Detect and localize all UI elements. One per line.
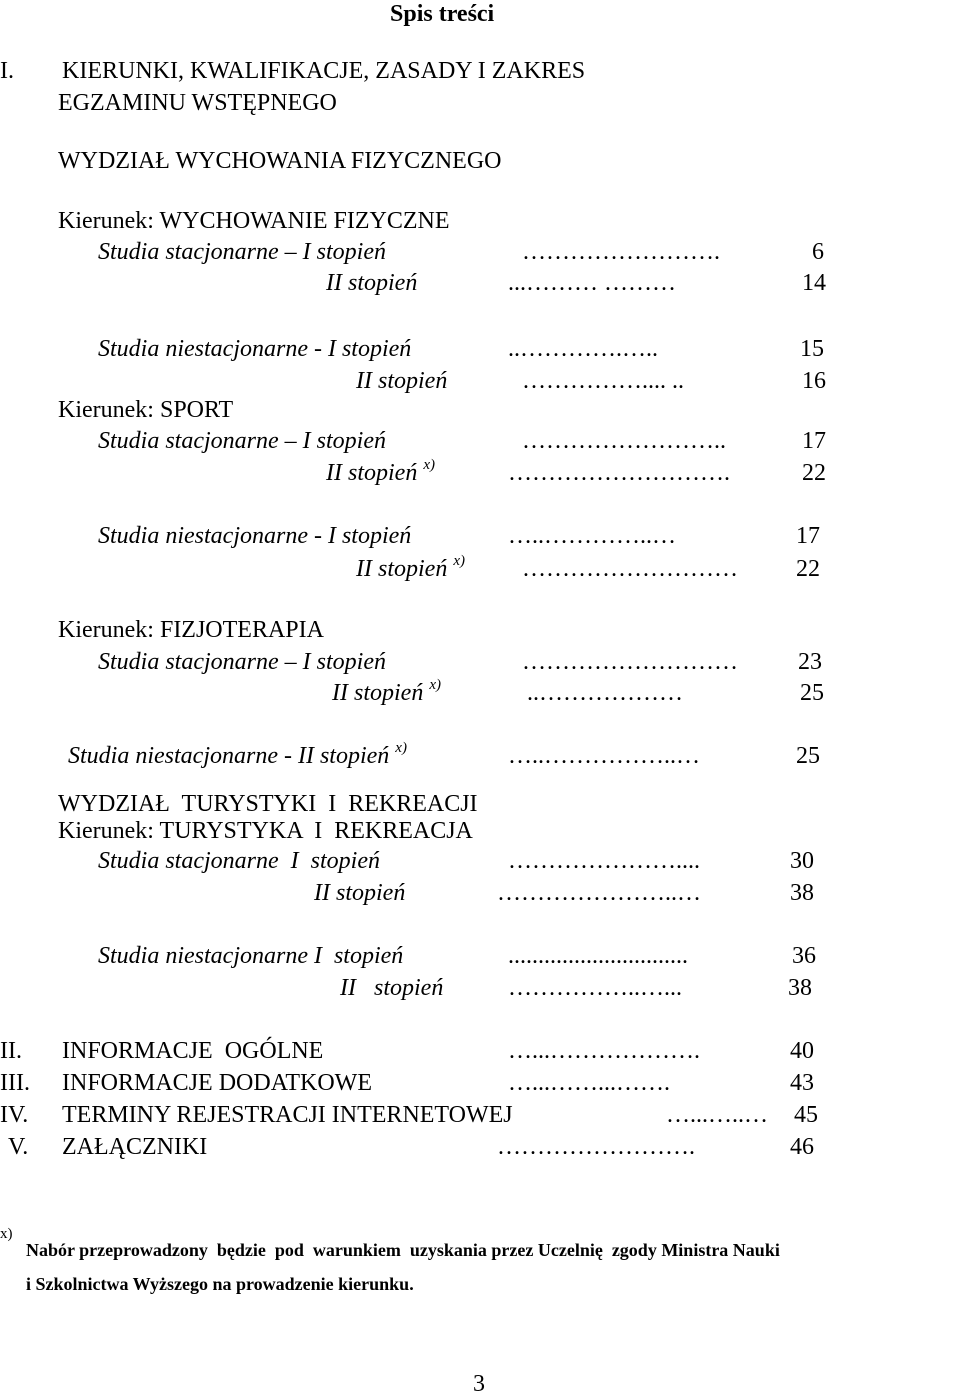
toc-entry-leader: …...………………. [508, 1038, 700, 1064]
toc-entry-label: Studia stacjonarne – I stopień [98, 428, 386, 454]
toc-entry-leader: ...……… ……… [508, 270, 676, 296]
toc-entry-label: Studia stacjonarne – I stopień [98, 239, 386, 265]
section-number: I. [0, 58, 14, 84]
toc-entry-page: 25 [796, 743, 820, 769]
toc-entry-page: 38 [788, 975, 812, 1001]
footnote-marker: x) [429, 677, 441, 693]
section-title: KIERUNKI, KWALIFIKACJE, ZASADY I ZAKRES [62, 58, 586, 84]
toc-entry-label: Studia niestacjonarne I stopień [98, 943, 404, 969]
section-number: II. [0, 1038, 22, 1064]
toc-entry-page: 15 [800, 336, 824, 362]
footnote-marker: x) [395, 740, 407, 756]
field-heading: Kierunek: SPORT [58, 397, 234, 423]
toc-entry-label: II stopień [326, 270, 418, 296]
toc-entry-page: 43 [790, 1070, 814, 1096]
toc-entry-leader: …...…..… [666, 1102, 768, 1128]
footnote-marker: x) [0, 1226, 13, 1242]
toc-entry-page: 16 [802, 368, 826, 394]
field-heading: Kierunek: TURYSTYKA I REKREACJA [58, 818, 473, 844]
section-title: INFORMACJE OGÓLNE [62, 1038, 324, 1064]
toc-entry-label-text: II stopień [332, 680, 424, 706]
toc-entry-leader: …..…………..… [508, 523, 676, 549]
toc-entry-page: 17 [796, 523, 820, 549]
toc-entry-page: 40 [790, 1038, 814, 1064]
toc-entry-label [332, 679, 441, 710]
toc-entry-leader: ……………………… [522, 556, 738, 582]
section-title: ZAŁĄCZNIKI [62, 1134, 208, 1160]
section-title: INFORMACJE DODATKOWE [62, 1070, 372, 1096]
toc-entry-leader: ……………………… [522, 649, 738, 675]
toc-entry-leader: …..……………..… [508, 743, 700, 769]
toc-entry-leader: …………………..… [497, 880, 701, 906]
toc-entry-label-text: II stopień [356, 556, 448, 582]
faculty-heading: WYDZIAŁ TURYSTYKI I REKREACJI [58, 791, 478, 817]
toc-entry-leader: …...……...……. [508, 1070, 670, 1096]
toc-entry-page: 6 [812, 239, 824, 265]
toc-entry-leader: ………………….... [508, 848, 700, 874]
toc-entry-leader: ………………………. [508, 460, 730, 486]
toc-entry-leader: ……………………. [522, 239, 720, 265]
section-number: IV. [0, 1102, 29, 1128]
section-number: V. [8, 1134, 29, 1160]
toc-entry-leader: ..………….….. [508, 336, 658, 362]
toc-entry-label-text: II stopień [326, 460, 418, 486]
toc-entry-page: 38 [790, 880, 814, 906]
toc-entry-label: Studia niestacjonarne - I stopień [98, 523, 412, 549]
toc-entry-label [326, 459, 435, 490]
toc-entry-label: Studia stacjonarne I stopień [98, 848, 380, 874]
toc-entry-page: 25 [800, 680, 824, 706]
toc-entry-label-text: Studia niestacjonarne - II stopień [68, 743, 390, 769]
toc-entry-label: II stopień [356, 368, 448, 394]
section-title: TERMINY REJESTRACJI INTERNETOWEJ [62, 1102, 513, 1128]
toc-entry-page: 36 [792, 943, 816, 969]
toc-entry-label: Studia stacjonarne – I stopień [98, 649, 386, 675]
toc-entry-leader: …………………….. [522, 428, 726, 454]
toc-entry-label [68, 742, 407, 773]
toc-entry-page: 46 [790, 1134, 814, 1160]
toc-entry-leader: …………….... .. [522, 368, 684, 394]
toc-entry-leader: ……………..…... [508, 975, 682, 1001]
section-title-continued: EGZAMINU WSTĘPNEGO [58, 90, 337, 116]
toc-entry-label: Studia niestacjonarne - I stopień [98, 336, 412, 362]
toc-entry-page: 30 [790, 848, 814, 874]
toc-entry-page: 22 [802, 460, 826, 486]
toc-entry-label [356, 555, 465, 586]
toc-entry-page: 45 [794, 1102, 818, 1128]
footnote-marker: x) [423, 457, 435, 473]
faculty-heading: WYDZIAŁ WYCHOWANIA FIZYCZNEGO [58, 148, 502, 174]
footnote-text: i Szkolnictwa Wyższego na prowadzenie kierunku. [26, 1274, 414, 1294]
toc-entry-page: 14 [802, 270, 826, 296]
field-heading: Kierunek: FIZJOTERAPIA [58, 617, 324, 643]
page-number: 3 [473, 1371, 485, 1397]
section-number: III. [0, 1070, 30, 1096]
toc-entry-page: 17 [802, 428, 826, 454]
toc-entry-page: 22 [796, 556, 820, 582]
toc-entry-leader: ……………………. [497, 1134, 695, 1160]
footnote-marker: x) [453, 553, 465, 569]
toc-entry-leader: .............................. [508, 943, 688, 969]
toc-entry-leader: ..……………… [527, 680, 683, 706]
toc-entry-label: II stopień [340, 975, 444, 1001]
page-title: Spis treści [390, 1, 495, 27]
field-heading: Kierunek: WYCHOWANIE FIZYCZNE [58, 208, 450, 234]
footnote-text: Nabór przeprowadzony będzie pod warunkiem uzyskania przez Uczelnię zgody Ministra Nauki [26, 1240, 780, 1260]
toc-entry-page: 23 [798, 649, 822, 675]
toc-entry-label: II stopień [314, 880, 406, 906]
